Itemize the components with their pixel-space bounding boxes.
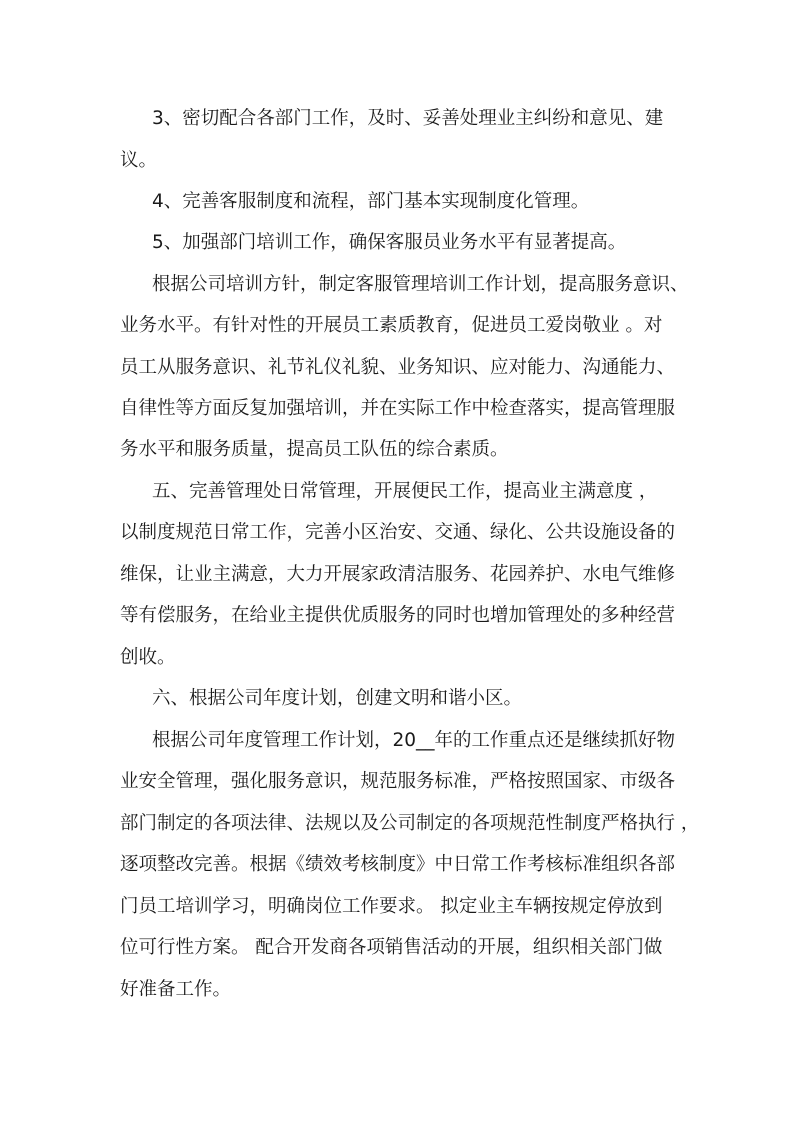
text-line: 逐项整改完善。根据《绩效考核制度》中日常工作考核标准组织各部 <box>120 854 676 875</box>
text-line: 议。 <box>120 150 158 171</box>
text-line: 务水平和服务质量，提高员工队伍的综合素质。 <box>120 439 509 460</box>
text-line: 根据公司年度管理工作计划，20__年的工作重点还是继续抓好物 <box>152 730 676 751</box>
text-line: 根据公司培训方针，制定客服管理培训工作计划，提高服务意识、 <box>152 274 689 295</box>
text-line: 4、完善客服制度和流程，部门基本实现制度化管理。 <box>152 191 590 212</box>
text-line: 六、根据公司年度计划，创建文明和谐小区。 <box>152 688 523 709</box>
text-line: 五、完善管理处日常管理，开展便民工作，提高业主满意度 ， <box>152 481 658 502</box>
text-line: 5、加强部门培训工作，确保客服员业务水平有显著提高。 <box>152 232 627 253</box>
text-line: 3、密切配合各部门工作，及时、妥善处理业主纠纷和意见、建 <box>152 108 664 129</box>
text-line: 好准备工作。 <box>120 979 232 1000</box>
text-line: 创收。 <box>120 647 176 668</box>
text-line: 以制度规范日常工作，完善小区治安、交通、绿化、公共设施设备的 <box>120 522 676 543</box>
text-line: 等有偿服务，在给业主提供优质服务的同时也增加管理处的多种经营 <box>120 605 676 626</box>
text-line: 自律性等方面反复加强培训，并在实际工作中检查落实，提高管理服 <box>120 398 676 419</box>
text-line: 业务水平。有针对性的开展员工素质教育，促进员工爱岗敬业 。对 <box>120 315 663 336</box>
text-line: 位可行性方案。 配合开发商各项销售活动的开展，组织相关部门做 <box>120 937 663 958</box>
text-line: 业安全管理，强化服务意识，规范服务标准，严格按照国家、市级各 <box>120 771 676 792</box>
text-line: 维保，让业主满意，大力开展家政清洁服务、花园养护、水电气维修 <box>120 564 676 585</box>
text-line: 部门制定的各项法律、法规以及公司制定的各项规范性制度严格执行 ， <box>120 813 700 834</box>
text-line: 门员工培训学习，明确岗位工作要求。 拟定业主车辆按规定停放到 <box>120 896 663 917</box>
text-line: 员工从服务意识、礼节礼仪礼貌、业务知识、应对能力、沟通能力、 <box>120 357 676 378</box>
